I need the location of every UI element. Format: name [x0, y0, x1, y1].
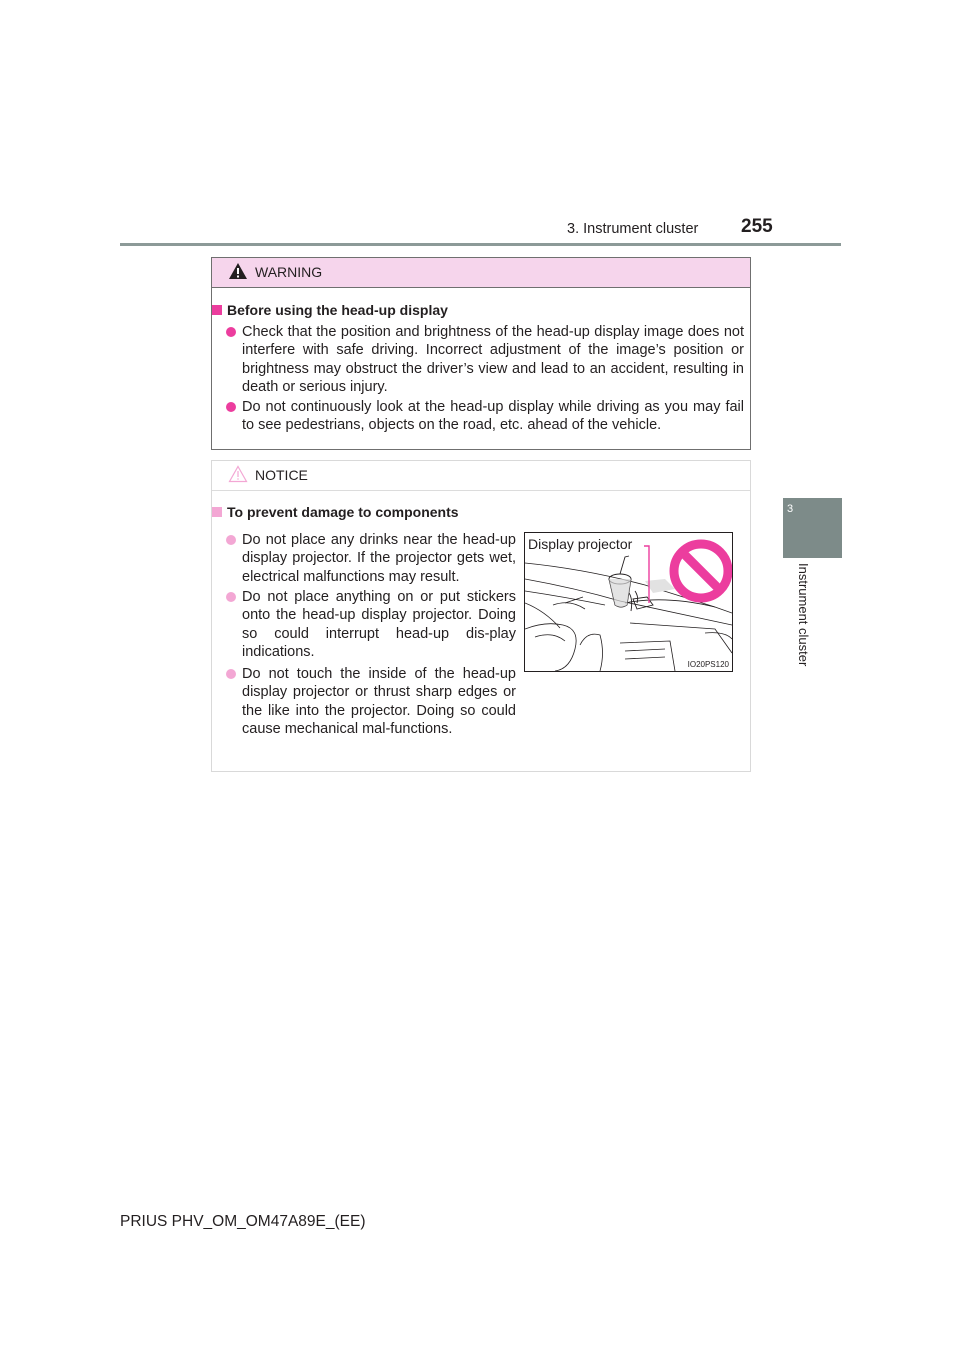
caution-icon: [228, 465, 248, 483]
warning-subheading: Before using the head-up display: [212, 302, 448, 318]
notice-header: [212, 461, 750, 491]
warning-label: WARNING: [255, 264, 323, 280]
projector-illustration: [524, 532, 733, 672]
warning-box: [211, 257, 751, 450]
bullet-dot-icon: [226, 669, 236, 679]
square-bullet-icon: [212, 305, 222, 315]
notice-bullet-2: Do not place anything on or put stickers onto the head-up display projector. Doing so could interrupt head-up dis-play indications.: [242, 588, 516, 661]
page-number: 255: [741, 216, 773, 237]
bullet-dot-icon: [226, 592, 236, 602]
bullet-dot-icon: [226, 402, 236, 412]
chapter-label: Instrument cluster: [796, 563, 811, 667]
figure-code: IO20PS120: [687, 660, 729, 669]
notice-label: NOTICE: [255, 467, 308, 483]
chapter-number: 3: [787, 503, 794, 515]
notice-bullet-3: Do not touch the inside of the head-up display projector or thrust sharp edges or the like into the projector. Doing so could cause mechanical mal-functions.: [242, 665, 516, 738]
dashboard-drawing: [525, 533, 732, 671]
chapter-tab: [783, 498, 842, 558]
notice-bullet-1: Do not place any drinks near the head-up display projector. If the projector gets wet, electrical malfunctions may result.: [242, 531, 516, 586]
display-projector-callout: Display projector: [528, 536, 633, 552]
header-rule: [120, 243, 841, 246]
warning-icon: [228, 262, 248, 280]
warning-bullet-2: Do not continuously look at the head-up display while driving as you may fail to see pedestrians, objects on the road, etc. ahead of the vehicle.: [242, 398, 744, 435]
warning-bullet-1: Check that the position and brightness of the head-up display image does not interfere with safe driving. Incorrect adjustment of the image’s position or brightness may obstruct the driver’s view and lead to an accident, resulting in death or serious injury.: [242, 323, 744, 396]
prohibition-icon: [674, 544, 728, 598]
document-id: PRIUS PHV_OM_OM47A89E_(EE): [120, 1213, 366, 1230]
bullet-dot-icon: [226, 535, 236, 545]
bullet-dot-icon: [226, 327, 236, 337]
section-title: 3. Instrument cluster: [567, 221, 699, 237]
warning-header: [212, 258, 750, 288]
square-bullet-icon: [212, 507, 222, 517]
notice-subheading: To prevent damage to components: [212, 504, 459, 520]
